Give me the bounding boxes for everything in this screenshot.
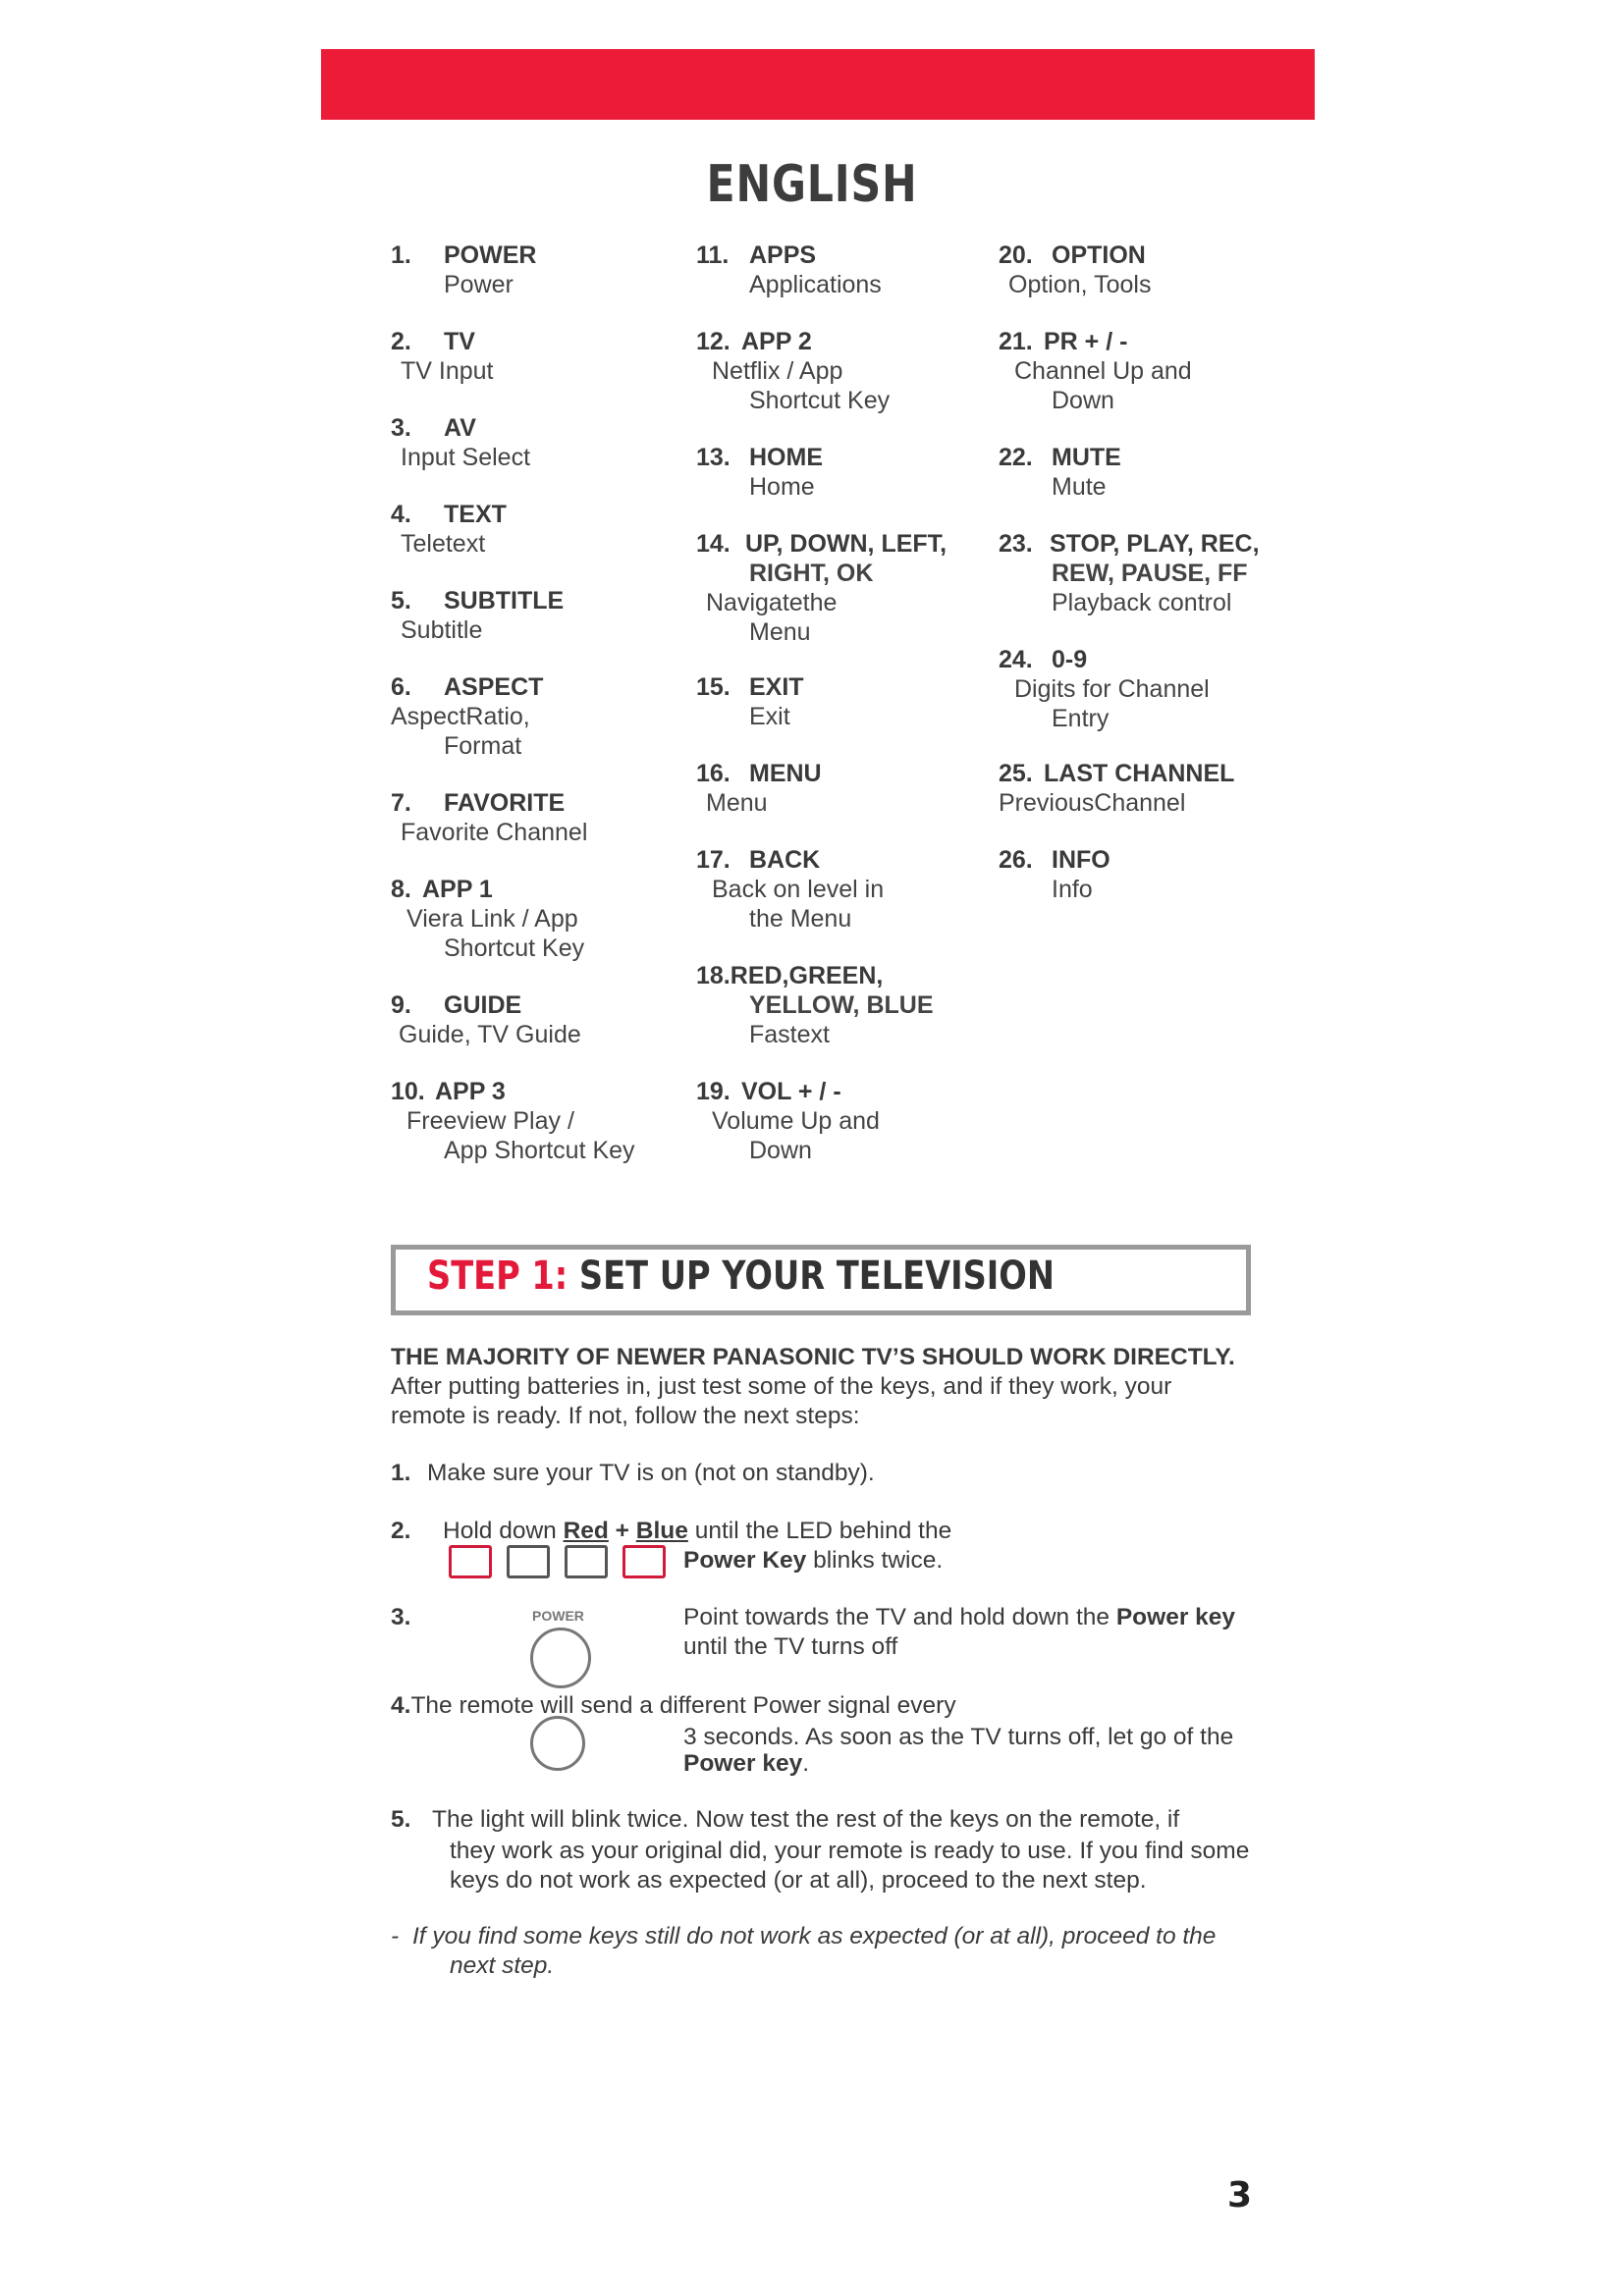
key-name: EXIT bbox=[749, 673, 804, 701]
power-key-label: Power Key bbox=[683, 1547, 807, 1574]
instruction-4 bbox=[391, 1691, 1255, 1777]
item-number: 2. bbox=[391, 328, 411, 355]
instruction-text-cont: 3 seconds. As soon as the TV turns off, let go of the bbox=[683, 1724, 1234, 1750]
key-name: SUBTITLE bbox=[444, 587, 565, 614]
section-heading: THE MAJORITY OF NEWER PANASONIC TV’S SHOULD WORK DIRECTLY. bbox=[391, 1344, 1235, 1370]
instruction-text-cont bbox=[683, 1749, 809, 1779]
intro-line-1: After putting batteries in, just test some of the keys, and if they work, your bbox=[391, 1373, 1172, 1400]
item-number: 1. bbox=[391, 241, 411, 269]
instruction-text: The remote will send a different Power signal every bbox=[410, 1692, 956, 1719]
key-description: Exit bbox=[749, 703, 790, 730]
key-item-subtitle bbox=[391, 586, 685, 645]
key-item-last-channel bbox=[999, 759, 1293, 818]
key-description: Playback control bbox=[1052, 589, 1232, 616]
key-item-info bbox=[999, 845, 1293, 904]
key-name: REW, PAUSE, FF bbox=[1052, 560, 1248, 587]
text-part: blinks twice. bbox=[806, 1547, 944, 1574]
item-number: 22. bbox=[999, 444, 1033, 471]
item-number: 18. bbox=[696, 962, 731, 989]
key-name: OPTION bbox=[1052, 241, 1146, 269]
step-title bbox=[427, 1254, 1055, 1299]
power-key-label: Power key bbox=[683, 1750, 803, 1777]
instruction-number: 2. bbox=[391, 1518, 411, 1544]
key-description: Menu bbox=[749, 618, 811, 646]
item-number: 13. bbox=[696, 444, 731, 471]
item-number: 15. bbox=[696, 673, 731, 701]
instruction-text-cont: until the TV turns off bbox=[683, 1633, 898, 1660]
key-description: the Menu bbox=[749, 905, 852, 933]
item-number: 3. bbox=[391, 414, 411, 442]
key-item-tv bbox=[391, 327, 685, 386]
key-description: Home bbox=[749, 473, 815, 501]
key-item-exit bbox=[696, 672, 991, 731]
key-name: APP 2 bbox=[741, 328, 812, 355]
key-description: Option, Tools bbox=[1008, 271, 1152, 298]
text-part: . bbox=[802, 1750, 810, 1777]
key-name: TV bbox=[444, 328, 475, 355]
key-name: PR + / - bbox=[1044, 328, 1128, 355]
key-name: 0-9 bbox=[1052, 646, 1088, 673]
key-description: Power bbox=[444, 271, 514, 298]
key-description: Digits for Channel bbox=[1014, 675, 1210, 703]
key-name: POWER bbox=[444, 241, 537, 269]
key-description: TV Input bbox=[401, 357, 494, 385]
key-description: Shortcut Key bbox=[749, 387, 891, 414]
step-1-header bbox=[391, 1245, 1251, 1315]
key-description: Shortcut Key bbox=[444, 934, 585, 962]
item-number: 7. bbox=[391, 789, 411, 817]
green-button-icon bbox=[507, 1545, 550, 1578]
key-name: MUTE bbox=[1052, 444, 1121, 471]
key-name: RED,GREEN, bbox=[730, 962, 884, 989]
key-item-favorite bbox=[391, 788, 685, 847]
item-number: 23. bbox=[999, 530, 1033, 558]
key-description: Volume Up and bbox=[712, 1107, 880, 1135]
red-button-icon bbox=[449, 1545, 492, 1578]
text-part: Hold down bbox=[443, 1518, 564, 1544]
key-description: Back on level in bbox=[712, 876, 885, 903]
key-name: STOP, PLAY, REC, bbox=[1050, 530, 1260, 558]
yellow-button-icon bbox=[565, 1545, 608, 1578]
instruction-2 bbox=[391, 1517, 1255, 1574]
item-number: 14. bbox=[696, 530, 731, 558]
key-item-app3 bbox=[391, 1077, 685, 1165]
key-description: Guide, TV Guide bbox=[399, 1021, 581, 1048]
item-number: 20. bbox=[999, 241, 1033, 269]
instruction-1 bbox=[391, 1459, 1255, 1488]
key-item-av bbox=[391, 413, 685, 472]
key-description: Viera Link / App bbox=[406, 905, 578, 933]
instruction-number: 3. bbox=[391, 1604, 411, 1630]
key-name: HOME bbox=[749, 444, 823, 471]
item-number: 11. bbox=[696, 241, 730, 269]
key-name: MENU bbox=[749, 760, 822, 787]
power-key-label: Power key bbox=[1115, 1604, 1236, 1630]
key-name: APP 1 bbox=[422, 876, 493, 903]
item-number: 12. bbox=[696, 328, 731, 355]
key-item-pr bbox=[999, 327, 1293, 415]
key-item-text bbox=[391, 500, 685, 559]
key-item-back bbox=[696, 845, 991, 934]
text-part: + bbox=[608, 1518, 636, 1544]
item-number: 25. bbox=[999, 760, 1033, 787]
key-description: Subtitle bbox=[401, 616, 483, 644]
page-title: ENGLISH bbox=[706, 155, 918, 214]
instruction-5 bbox=[391, 1805, 1255, 1894]
instruction-text: Make sure your TV is on (not on standby). bbox=[427, 1460, 875, 1486]
key-name: RIGHT, OK bbox=[749, 560, 874, 587]
item-number: 5. bbox=[391, 587, 411, 614]
item-number: 4. bbox=[391, 501, 411, 528]
key-name: LAST CHANNEL bbox=[1044, 760, 1235, 787]
instruction-text bbox=[683, 1603, 1235, 1632]
key-item-menu bbox=[696, 759, 991, 818]
item-number: 16. bbox=[696, 760, 731, 787]
key-description: App Shortcut Key bbox=[444, 1137, 635, 1164]
key-description: PreviousChannel bbox=[999, 789, 1186, 817]
instruction-text: The light will blink twice. Now test the rest of the keys on the remote, if bbox=[432, 1806, 1180, 1833]
key-name: YELLOW, BLUE bbox=[749, 991, 934, 1019]
power-button-icon bbox=[530, 1716, 585, 1771]
key-name: FAVORITE bbox=[444, 789, 566, 817]
key-name: GUIDE bbox=[444, 991, 522, 1019]
red-key-label: Red bbox=[563, 1518, 609, 1544]
key-description: Netflix / App bbox=[712, 357, 843, 385]
step-prefix: STEP 1: bbox=[427, 1254, 568, 1299]
key-name: UP, DOWN, LEFT, bbox=[745, 530, 947, 558]
key-description: Favorite Channel bbox=[401, 819, 588, 846]
note bbox=[391, 1922, 1255, 1979]
text-part: until the LED behind the bbox=[687, 1518, 952, 1544]
blue-key-label: Blue bbox=[635, 1518, 688, 1544]
key-name: ASPECT bbox=[444, 673, 544, 701]
key-description: Input Select bbox=[401, 444, 531, 471]
key-item-guide bbox=[391, 990, 685, 1049]
key-description: Teletext bbox=[401, 530, 486, 558]
key-item-power bbox=[391, 240, 685, 299]
item-number: 8. bbox=[391, 876, 411, 903]
instruction-number: 1. bbox=[391, 1460, 411, 1486]
key-description: Navigatethe bbox=[706, 589, 838, 616]
key-description: Applications bbox=[749, 271, 882, 298]
intro-line-2: remote is ready. If not, follow the next steps: bbox=[391, 1403, 860, 1429]
note-text: If you find some keys still do not work as expected (or at all), proceed to the bbox=[412, 1923, 1217, 1949]
key-description: Freeview Play / bbox=[406, 1107, 574, 1135]
key-description: Fastext bbox=[749, 1021, 830, 1048]
item-number: 17. bbox=[696, 846, 731, 874]
instruction-text-cont: they work as your original did, your remote is ready to use. If you find some bbox=[450, 1838, 1250, 1864]
key-item-vol bbox=[696, 1077, 991, 1165]
key-name: APP 3 bbox=[435, 1078, 506, 1105]
key-name: BACK bbox=[749, 846, 821, 874]
item-number: 6. bbox=[391, 673, 411, 701]
key-item-navigation bbox=[696, 529, 991, 647]
key-description: Info bbox=[1052, 876, 1093, 903]
instruction-number: 4. bbox=[391, 1692, 411, 1719]
key-description: Menu bbox=[706, 789, 768, 817]
key-item-app2 bbox=[696, 327, 991, 415]
note-text-cont: next step. bbox=[450, 1952, 555, 1979]
key-description: Channel Up and bbox=[1014, 357, 1192, 385]
key-description: Down bbox=[1052, 387, 1114, 414]
header-red-bar bbox=[321, 49, 1315, 120]
instruction-text-cont bbox=[683, 1546, 943, 1575]
power-label: POWER bbox=[532, 1608, 584, 1624]
instruction-number: 5. bbox=[391, 1806, 411, 1833]
item-number: 21. bbox=[999, 328, 1033, 355]
key-item-digits bbox=[999, 645, 1293, 733]
item-number: 9. bbox=[391, 991, 411, 1019]
key-item-home bbox=[696, 443, 991, 502]
instruction-text bbox=[443, 1517, 951, 1546]
key-description: Format bbox=[444, 732, 522, 760]
item-number: 26. bbox=[999, 846, 1033, 874]
key-name: INFO bbox=[1052, 846, 1110, 874]
blue-button-icon bbox=[623, 1545, 666, 1578]
key-name: VOL + / - bbox=[741, 1078, 841, 1105]
key-item-aspect bbox=[391, 672, 685, 761]
item-number: 10. bbox=[391, 1078, 425, 1105]
page-number: 3 bbox=[1227, 2175, 1253, 2216]
key-description: Mute bbox=[1052, 473, 1107, 501]
key-item-option bbox=[999, 240, 1293, 299]
text-part: Point towards the TV and hold down the bbox=[683, 1604, 1116, 1630]
step-title-text: SET UP YOUR TELEVISION bbox=[578, 1254, 1055, 1299]
key-description: Entry bbox=[1052, 705, 1110, 732]
power-button-icon bbox=[530, 1628, 591, 1688]
note-dash: - bbox=[391, 1923, 400, 1949]
key-description: Down bbox=[749, 1137, 812, 1164]
item-number: 24. bbox=[999, 646, 1033, 673]
key-name: APPS bbox=[749, 241, 817, 269]
key-item-playback bbox=[999, 529, 1293, 617]
instruction-3 bbox=[391, 1603, 1255, 1660]
key-name: AV bbox=[444, 414, 476, 442]
key-item-color-keys bbox=[696, 961, 991, 1049]
key-item-app1 bbox=[391, 875, 685, 963]
instruction-text-cont: keys do not work as expected (or at all), proceed to the next step. bbox=[450, 1867, 1147, 1894]
item-number: 19. bbox=[696, 1078, 731, 1105]
key-item-apps bbox=[696, 240, 991, 299]
key-item-mute bbox=[999, 443, 1293, 502]
key-description: AspectRatio, bbox=[391, 703, 530, 730]
key-name: TEXT bbox=[444, 501, 507, 528]
